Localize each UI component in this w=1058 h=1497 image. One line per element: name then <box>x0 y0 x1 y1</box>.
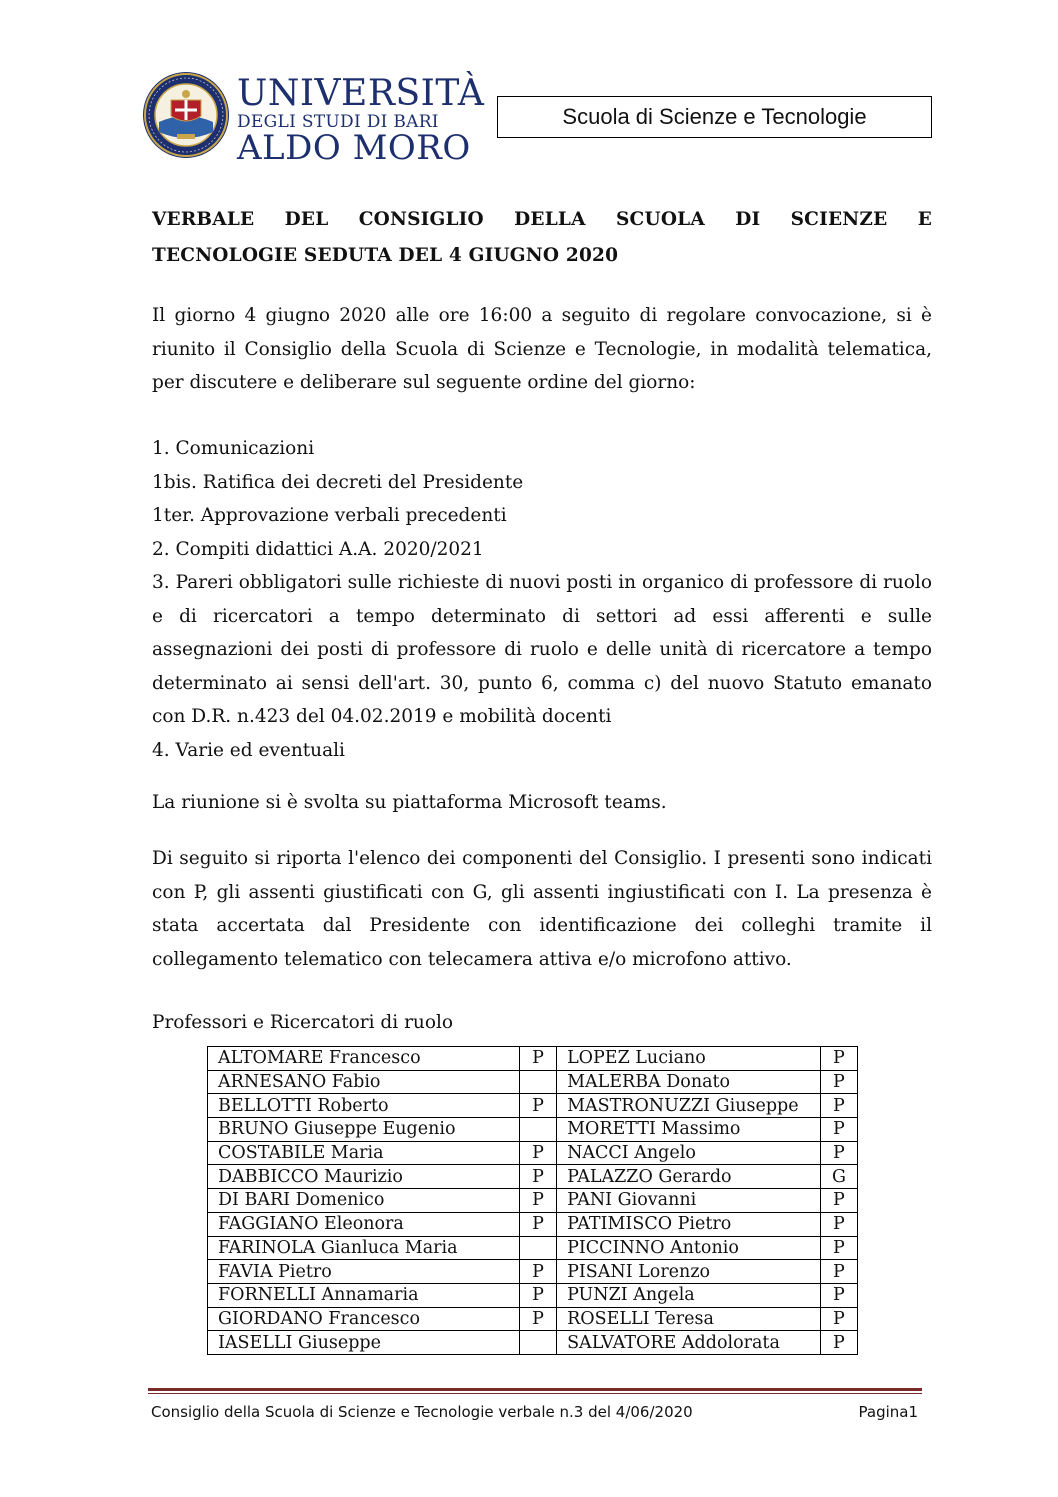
page-number: Pagina1 <box>858 1403 918 1421</box>
member-name: SALVATORE Addolorata <box>557 1331 821 1355</box>
member-name: NACCI Angelo <box>557 1141 821 1165</box>
member-status <box>519 1236 556 1260</box>
footer-divider-thin <box>148 1393 922 1394</box>
intro-paragraph: Il giorno 4 giugno 2020 alle ore 16:00 a seguito di regolare convocazione, si è riunito il Consiglio della Scuola di Scienze e Tecnologie, in modalità telematica, per discutere e deliberare sul seguente ordine del giorno: <box>152 305 932 393</box>
agenda-list <box>152 432 932 767</box>
member-name: ARNESANO Fabio <box>208 1070 520 1094</box>
table-row <box>208 1165 858 1189</box>
member-name: LOPEZ Luciano <box>557 1047 821 1071</box>
member-status: G <box>820 1165 857 1189</box>
member-name: ROSELLI Teresa <box>557 1307 821 1331</box>
member-name: PUNZI Angela <box>557 1283 821 1307</box>
member-status <box>519 1331 556 1355</box>
member-name: FAGGIANO Eleonora <box>208 1212 520 1236</box>
member-name: MORETTI Massimo <box>557 1118 821 1142</box>
member-status: P <box>820 1283 857 1307</box>
logo-wordmark <box>237 73 485 168</box>
member-name: ALTOMARE Francesco <box>208 1047 520 1071</box>
member-name: PALAZZO Gerardo <box>557 1165 821 1189</box>
member-status: P <box>820 1307 857 1331</box>
member-status: P <box>820 1260 857 1284</box>
member-name: MALERBA Donato <box>557 1070 821 1094</box>
page-footer <box>151 1403 918 1421</box>
member-status: P <box>820 1118 857 1142</box>
member-name: FARINOLA Gianluca Maria <box>208 1236 520 1260</box>
footer-text: Consiglio della Scuola di Scienze e Tecnologie verbale n.3 del 4/06/2020 <box>151 1403 693 1421</box>
table-row <box>208 1212 858 1236</box>
member-status: P <box>820 1047 857 1071</box>
agenda-item: 4. Varie ed eventuali <box>152 739 345 761</box>
member-status: P <box>519 1165 556 1189</box>
table-row <box>208 1236 858 1260</box>
title-line-1: VERBALE DEL CONSIGLIO DELLA SCUOLA DI SCIENZE E <box>152 209 932 230</box>
member-status: P <box>519 1094 556 1118</box>
member-name: FORNELLI Annamaria <box>208 1283 520 1307</box>
university-seal-icon <box>141 70 231 160</box>
member-name: PICCINNO Antonio <box>557 1236 821 1260</box>
table-row <box>208 1307 858 1331</box>
table-caption: Professori e Ricercatori di ruolo <box>152 1012 454 1033</box>
member-status: P <box>820 1189 857 1213</box>
logo-line-degli-studi: DEGLI STUDI DI BARI <box>237 112 439 132</box>
member-name: BRUNO Giuseppe Eugenio <box>208 1118 520 1142</box>
member-name: MASTRONUZZI Giuseppe <box>557 1094 821 1118</box>
table-row <box>208 1189 858 1213</box>
platform-note: La riunione si è svolta su piattaforma Microsoft teams. <box>152 792 667 813</box>
member-status: P <box>820 1141 857 1165</box>
agenda-item: 3. Pareri obbligatori sulle richieste di nuovi posti in organico di professore di ruolo e di ricercatori a tempo determinato di settori ad essi afferenti e sulle assegnazioni dei posti di professore di ruolo e delle unità di ricercatore a tempo determinato ai sensi dell'art. 30, punto 6, comma c) del nuovo Statuto emanato con D.R. n.423 del 04.02.2019 e mobilità docenti <box>152 572 932 727</box>
member-status: P <box>519 1212 556 1236</box>
member-name: PISANI Lorenzo <box>557 1260 821 1284</box>
members-table <box>207 1046 858 1355</box>
member-name: BELLOTTI Roberto <box>208 1094 520 1118</box>
logo-line-universita: UNIVERSITÀ <box>237 73 485 114</box>
member-status: P <box>519 1047 556 1071</box>
member-status <box>519 1070 556 1094</box>
university-logo <box>141 70 485 168</box>
member-status: P <box>519 1189 556 1213</box>
member-name: DABBICCO Maurizio <box>208 1165 520 1189</box>
member-name: PATIMISCO Pietro <box>557 1212 821 1236</box>
table-row <box>208 1141 858 1165</box>
table-row <box>208 1070 858 1094</box>
member-status: P <box>519 1260 556 1284</box>
table-row <box>208 1331 858 1355</box>
member-status: P <box>820 1094 857 1118</box>
member-name: FAVIA Pietro <box>208 1260 520 1284</box>
member-name: GIORDANO Francesco <box>208 1307 520 1331</box>
member-status <box>519 1118 556 1142</box>
agenda-item: 2. Compiti didattici A.A. 2020/2021 <box>152 538 484 560</box>
title-line-2: TECNOLOGIE SEDUTA DEL 4 GIUGNO 2020 <box>152 245 619 266</box>
footer-divider <box>148 1388 922 1391</box>
member-name: PANI Giovanni <box>557 1189 821 1213</box>
document-title <box>152 202 932 274</box>
table-row <box>208 1047 858 1071</box>
member-name: COSTABILE Maria <box>208 1141 520 1165</box>
table-row <box>208 1283 858 1307</box>
member-name: DI BARI Domenico <box>208 1189 520 1213</box>
member-status: P <box>820 1212 857 1236</box>
table-row <box>208 1118 858 1142</box>
agenda-item: 1bis. Ratifica dei decreti del Presidente <box>152 471 524 493</box>
agenda-item: 1. Comunicazioni <box>152 438 315 459</box>
member-status: P <box>820 1070 857 1094</box>
member-name: IASELLI Giuseppe <box>208 1331 520 1355</box>
member-status: P <box>519 1141 556 1165</box>
table-row <box>208 1094 858 1118</box>
school-name-box: Scuola di Scienze e Tecnologie <box>497 96 932 138</box>
member-status: P <box>519 1283 556 1307</box>
logo-line-aldo-moro: ALDO MORO <box>237 128 471 168</box>
table-row <box>208 1260 858 1284</box>
member-status: P <box>820 1331 857 1355</box>
member-status: P <box>820 1236 857 1260</box>
members-note: Di seguito si riporta l'elenco dei componenti del Consiglio. I presenti sono indicati con P, gli assenti giustificati con G, gli assenti ingiustificati con I. La presenza è stata accertata dal Presidente con identificazione dei colleghi tramite il collegamento telematico con telecamera attiva e/o microfono attivo. <box>152 848 932 970</box>
agenda-item: 1ter. Approvazione verbali precedenti <box>152 505 507 526</box>
member-status: P <box>519 1307 556 1331</box>
